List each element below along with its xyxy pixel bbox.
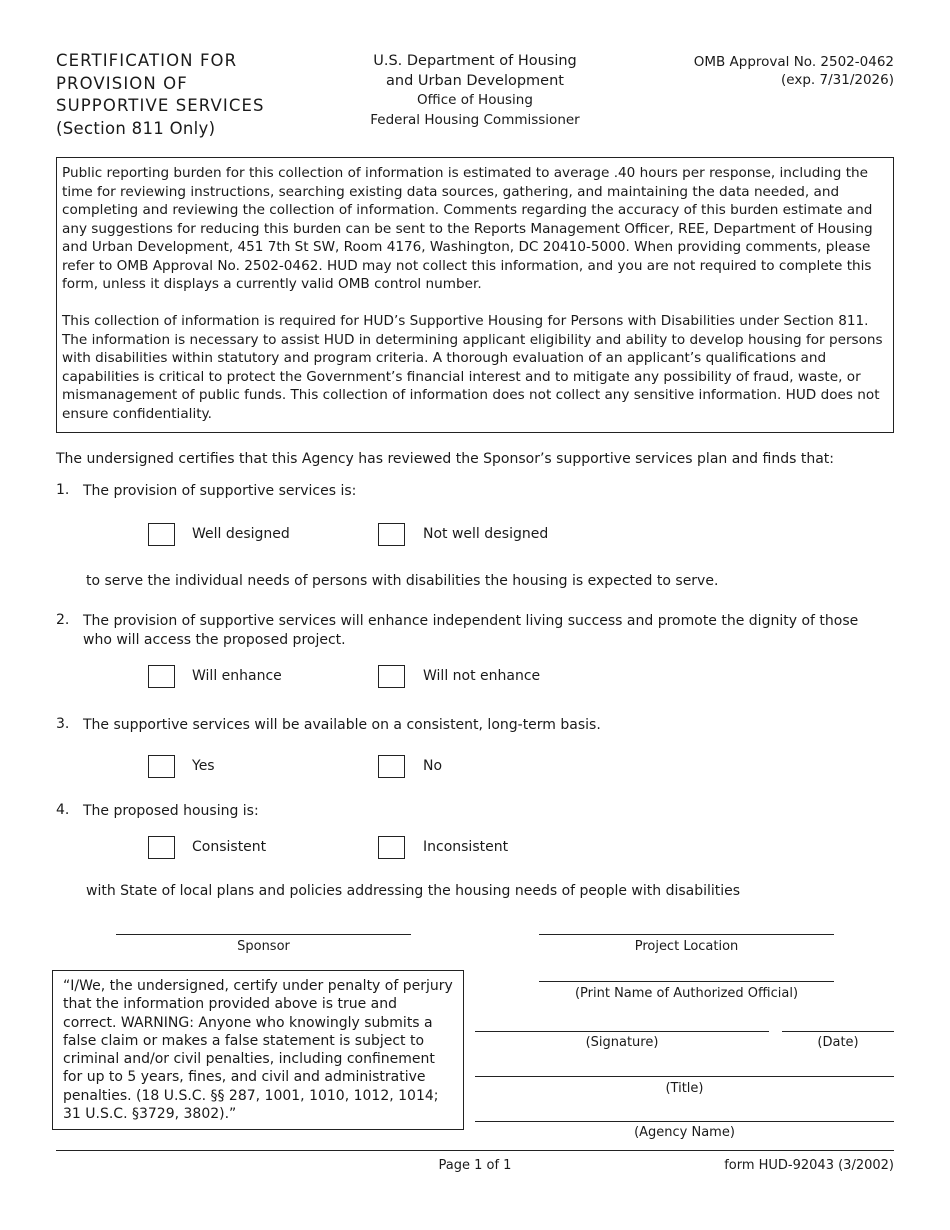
agency-line-4: Federal Housing Commissioner [370,111,580,128]
well-designed-checkbox[interactable] [148,523,175,546]
date-line[interactable] [782,1031,894,1032]
omb-expiration: (exp. 7/31/2026) [781,72,894,88]
agency-name-caption: (Agency Name) [634,1125,735,1140]
project-location-caption: Project Location [634,939,739,954]
certification-box [52,970,464,1130]
yes-label: Yes [192,758,215,774]
date-caption: (Date) [817,1035,859,1050]
title-line-1: CERTIFICATION FOR [56,51,238,70]
question-1-text: The provision of supportive services is: [83,483,357,499]
not-well-designed-label: Not well designed [423,526,549,542]
signature-line[interactable] [475,1031,769,1032]
burden-paragraph-1: Public reporting burden for this collection of information is estimated to average .40 hours per response, including the time for reviewing instructions, searching existing data sources, gathering, and maintaining the data needed, and completing and reviewing the collection of information. Comments regarding the accuracy of this burden estimate and any suggestions for reducing this burden can be sent to the Reports Management Officer, REE, Department of Housing and Urban Development, 451 7th St SW, Room 4176, Washington, DC 20410-5000. When providing comments, please refer to OMB Approval No. 2502-0462. HUD may not collect this information, and you are not required to complete this form, unless it displays a currently valid OMB control number. [62,165,873,292]
form-title [56,50,336,140]
title-line-3: SUPPORTIVE SERVICES [56,96,265,115]
form-id: form HUD-92043 (3/2002) [724,1158,894,1173]
signature-caption: (Signature) [585,1035,659,1050]
no-checkbox[interactable] [378,755,405,778]
question-2-number: 2. [56,612,70,628]
title-line-2: PROVISION OF [56,73,188,93]
question-2-text: The provision of supportive services will enhance independent living success and promote the dignity of those who will access the proposed project. [83,613,859,648]
sponsor-line[interactable] [116,934,411,935]
question-4-followup: with State of local plans and policies addressing the housing needs of people with disabilities [86,883,741,899]
print-name-line[interactable] [539,981,834,982]
yes-checkbox[interactable] [148,755,175,778]
omb-info [594,53,894,89]
question-4-number: 4. [56,802,70,818]
question-3-text: The supportive services will be available on a consistent, long-term basis. [83,717,601,733]
form-subtitle: (Section 811 Only) [56,118,216,138]
burden-paragraph-2: This collection of information is required for HUD’s Supportive Housing for Persons with Disabilities under Section 811. The information is necessary to assist HUD in determining applicant eligibility and ability to develop housing for persons with disabilities within statutory and program criteria. A thorough evaluation of an applicant’s qualifications and capabilities is critical to protect the Government’s financial interest and to mitigate any possibility of fraud, waste, or mismanagement of public funds. This collection of information does not collect any sensitive information. HUD does not ensure confidentiality. [62,313,883,422]
will-enhance-checkbox[interactable] [148,665,175,688]
print-name-caption: (Print Name of Authorized Official) [574,986,799,1001]
agency-line-2: and Urban Development [386,72,564,89]
well-designed-label: Well designed [192,526,290,542]
omb-approval-number: OMB Approval No. 2502-0462 [693,54,894,70]
certification-intro: The undersigned certifies that this Agency has reviewed the Sponsor’s supportive services plan and finds that: [56,451,834,467]
question-1-number: 1. [56,482,70,498]
footer-divider [56,1150,894,1151]
title-line[interactable] [475,1076,894,1077]
sponsor-caption: Sponsor [237,939,290,954]
question-3-number: 3. [56,716,70,732]
agency-header [340,52,610,130]
question-1-followup: to serve the individual needs of persons with disabilities the housing is expected to serve. [86,573,719,589]
will-not-enhance-checkbox[interactable] [378,665,405,688]
burden-statement-box [56,157,894,433]
agency-line-1: U.S. Department of Housing [373,53,577,69]
certification-text: “I/We, the undersigned, certify under penalty of perjury that the information provided above is true and correct. WARNING: Anyone who knowingly submits a false claim or makes a false statement is subject to criminal and/or civil penalties, including confinement for up to 5 years, fines, and civil and administrative penalties. (18 U.S.C. §§ 287, 1001, 1010, 1012, 1014; 31 U.S.C. §3729, 3802).” [63,978,453,1123]
page-number: Page 1 of 1 [438,1158,512,1173]
agency-line-3: Office of Housing [417,92,533,108]
not-well-designed-checkbox[interactable] [378,523,405,546]
title-caption: (Title) [665,1081,704,1096]
inconsistent-label: Inconsistent [423,839,509,855]
consistent-label: Consistent [192,839,267,855]
consistent-checkbox[interactable] [148,836,175,859]
will-not-enhance-label: Will not enhance [423,668,541,684]
inconsistent-checkbox[interactable] [378,836,405,859]
no-label: No [423,758,443,774]
question-4-text: The proposed housing is: [83,803,259,819]
will-enhance-label: Will enhance [192,668,282,684]
project-location-line[interactable] [539,934,834,935]
agency-name-line[interactable] [475,1121,894,1122]
